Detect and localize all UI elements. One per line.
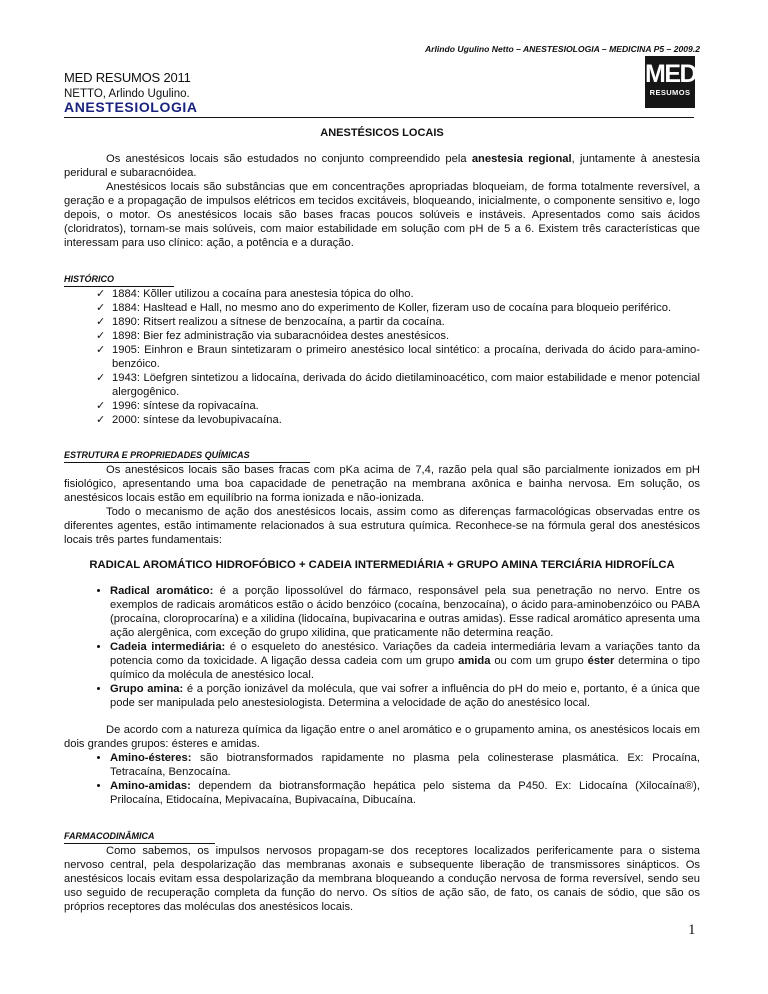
historico-list	[64, 287, 700, 427]
estrutura-paragraph-3: De acordo com a natureza química da ligação entre o anel aromático e o grupamento amina, os anestésicos locais em dois grandes grupos: ésteres e amidas.	[64, 724, 700, 750]
list-item: • Grupo amina: é a porção ionizável da molécula, que vai sofrer a influência do pH do meio e, portanto, é a única que pode ser manipulada pelo anestesiologista. Determina a velocidade de ação do anestésico local.	[110, 682, 700, 710]
bold-term: anestesia regional	[471, 153, 572, 165]
heading-historico: HISTÓRICO	[64, 272, 174, 287]
running-header: Arlindo Ugulino Netto – ANESTESIOLOGIA – MEDICINA P5 – 2009.2	[424, 44, 700, 54]
list-item: • Radical aromático: é a porção lipossolúvel do fármaco, responsável pela sua penetração no nervo. Entre os exemplos de radicais aromáticos estão o ácido benzóico (cocaína, benzocaína), o ácido para-aminobenzóico ou PABA (procaína, cloroprocarína) e a xilidina (lidocaína, bupivacarina e outras amidas). Esse radical aromático apresenta uma ação alergênica, com exceção do grupo xilidina, que praticamente não determina reação.	[110, 584, 700, 640]
document-title: ANESTÉSICOS LOCAIS	[320, 127, 444, 139]
estrutura-parts-list	[64, 584, 700, 710]
estrutura-paragraph-2: Todo o mecanismo de ação dos anestésicos locais, assim como as diferenças farmacológicas observadas entre os diferentes agentes, estão intimamente relacionados à sua estrutura química. Reconhece-se na fórmula geral dos anestésicos locais três partes fundamentais:	[64, 506, 700, 546]
intro-paragraph-2: Anestésicos locais são substâncias que em concentrações apropriadas bloqueiam, de forma totalmente reversível, a geração e a propagação de impulsos elétricos em tecidos excitáveis, bloqueando, inicialmente, o componente sensitivo e, logo depois, o motor. Os anestésicos locais são bases fracas poucos solúveis e instáveis. Apresentados como sais ácidos (cloridratos), tornam-se mais solúveis, com maior estabilidade em solução com pH de 5 a 6. Existem três características que interessam para uso clínico: ação, a potência e a duração.	[64, 181, 700, 249]
list-item: ✓ 2000: síntese da levobupivacaína.	[98, 413, 700, 427]
list-item: • Cadeia intermediária: é o esqueleto do anestésico. Variações da cadeia intermediária levam a variações tanto da potencia como da toxicidade. A ligação dessa cadeia com um grupo amida ou com um grupo éster determina o tipo químico da molécula de anestésico local.	[110, 640, 700, 682]
list-item: ✓ 1898: Bier fez administração via subaracnóidea destes anestésicos.	[98, 329, 700, 343]
estrutura-groups-list	[64, 751, 700, 807]
general-formula: RADICAL AROMÁTICO HIDROFÓBICO + CADEIA INTERMEDIÁRIA + GRUPO AMINA TERCIÁRIA HIDROFÍLCA	[89, 559, 675, 571]
page-number: 1	[688, 922, 696, 938]
med-resumos-logo	[645, 56, 695, 108]
list-item: ✓ 1905: Einhron e Braun sintetizaram o primeiro anestésico local sintético: a procaína, derivada do ácido para-amino-benzóico.	[98, 343, 700, 371]
list-item: ✓ 1996: síntese da ropivacaína.	[98, 399, 700, 413]
logo-text-small: RESUMOS	[649, 88, 691, 97]
farmaco-paragraph-1: Como sabemos, os impulsos nervosos propagam-se dos receptores localizados perifericamente para o sistema nervoso central, pela despolarização das membranas axonais e subsequente liberação de transmissores sinápticos. Os anestésicos locais evitam essa despolarização da membrana bloqueando a condução nervosa de forma reversível, sendo seu uso seguido de recuperação completa da função do nervo. Os sítios de ação são, de fato, os canais de sódio, que são os próprios receptores das moléculas dos anestésicos locais.	[64, 845, 700, 913]
heading-estrutura: ESTRUTURA E PROPRIEDADES QUÍMICAS	[64, 448, 310, 463]
list-item: ✓ 1890: Ritsert realizou a sítnese de benzocaína, a partir da cocaína.	[98, 315, 700, 329]
section-title: ANESTESIOLOGIA	[64, 99, 198, 115]
list-item: ✓ 1884: Hasltead e Hall, no mesmo ano do experimento de Koller, fizeram uso de cocaína para bloqueio periférico.	[98, 301, 700, 315]
brand-title: MED RESUMOS 2011	[64, 70, 191, 85]
list-item: • Amino-amidas: dependem da biotransformação hepática pelo sistema da P450. Ex: Lidocaína (Xilocaína®), Prilocaína, Etidocaína, Mepivacaína, Bupivacaína, Dibucaína.	[110, 779, 700, 807]
intro-paragraph-1: Os anestésicos locais são estudados no conjunto compreendido pela anestesia regional, juntamente à anestesia peridural e subaracnóidea.	[64, 153, 700, 179]
list-item: ✓ 1884: Kõller utilizou a cocaína para anestesia tópica do olho.	[98, 287, 700, 301]
heading-farmacodinamica: FARMACODINÂMICA	[64, 829, 215, 844]
header-divider	[64, 117, 694, 118]
document-body	[64, 126, 700, 914]
list-item: • Amino-ésteres: são biotransformados rapidamente no plasma pela colinesterase plasmática. Ex: Procaína, Tetracaína, Benzocaína.	[110, 751, 700, 779]
logo-text-big: MED	[645, 60, 697, 88]
author-line: NETTO, Arlindo Ugulino.	[64, 88, 190, 100]
list-item: ✓ 1943: Löefgren sintetizou a lidocaína, derivada do ácido dietilaminoacético, com maior estabilidade e menor potencial alergogênico.	[98, 371, 700, 399]
estrutura-paragraph-1: Os anestésicos locais são bases fracas com pKa acima de 7,4, razão pela qual são parcialmente ionizados em pH fisiológico, apresentando uma boa capacidade de penetração na membrana axônica e bainha nervosa. Em solução, os anestésicos locais estão em equilíbrio na forma ionizada e não-ionizada.	[64, 464, 700, 504]
